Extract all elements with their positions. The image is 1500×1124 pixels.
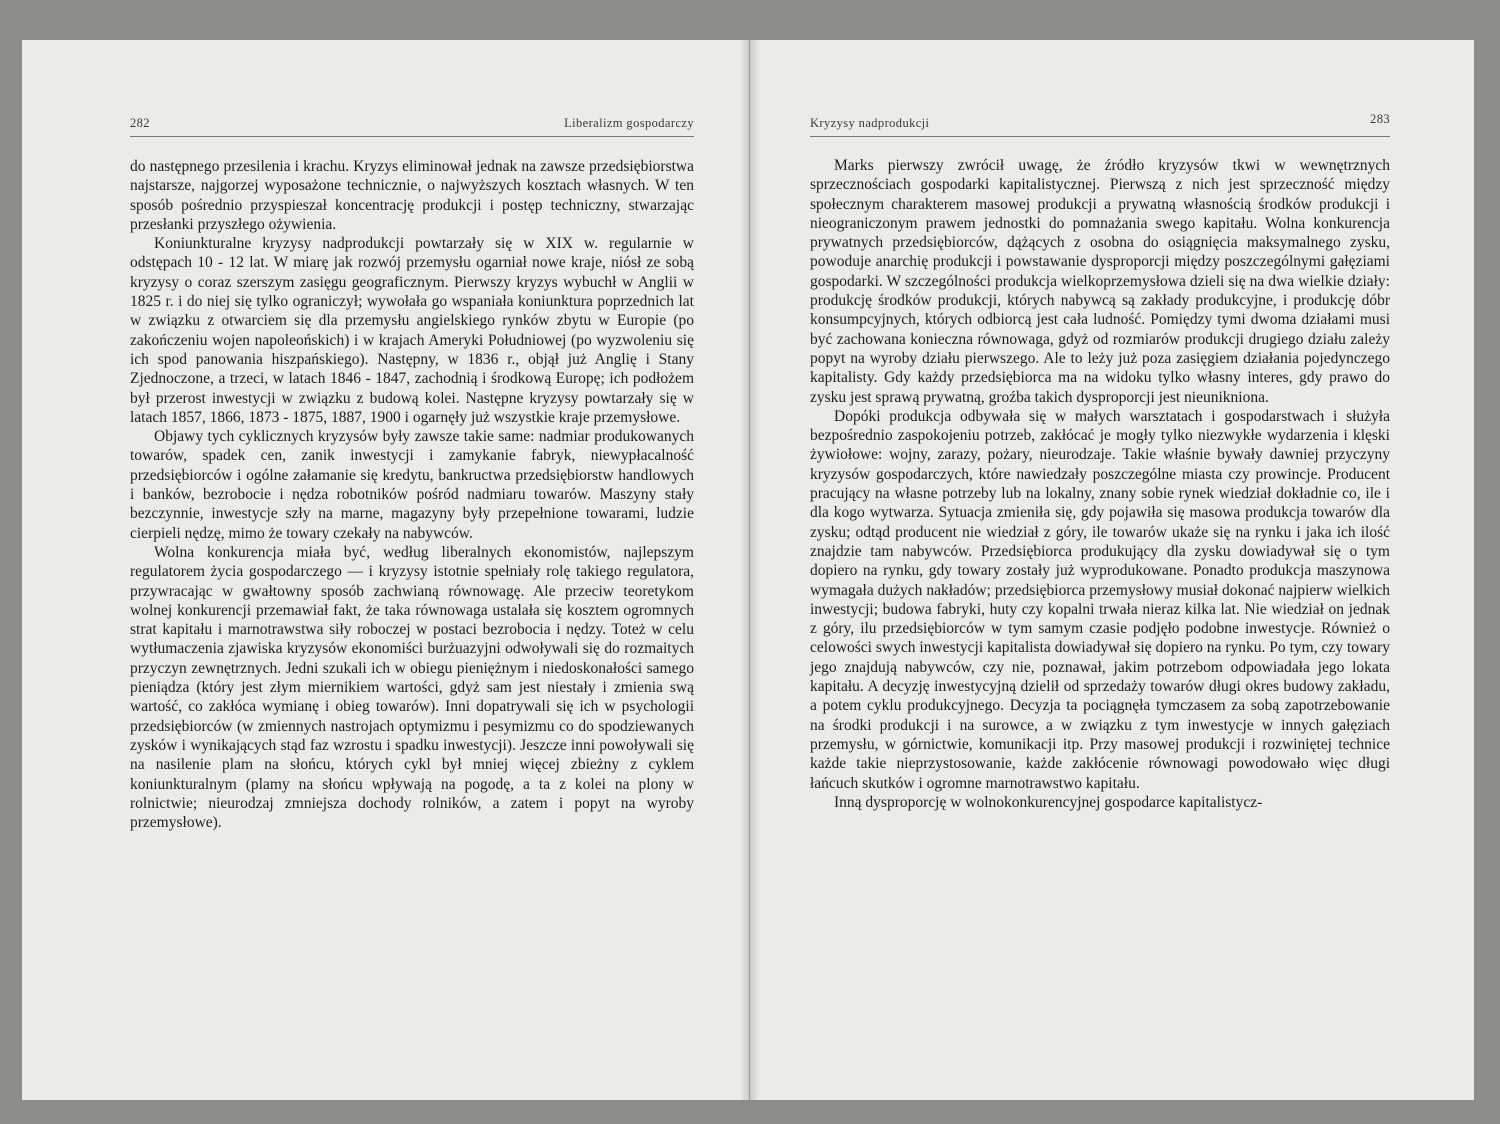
left-page (22, 40, 750, 1100)
paragraph: Dopóki produkcja odbywała się w małych warsztatach i gospodarstwach i służyła bezpośrednio zaspokojeniu potrzeb, zakłócać je mogły tylko niezwykłe wydarzenia i klęski żywiołowe: wojny, zarazy, pożary, nieurodzaje. Takie właśnie bywały dawniej przyczyny kryzysów gospodarczych, które nawiedzały poszczególne miasta czy prowincje. Producent pracujący na własne potrzeby lub na lokalny, znany sobie rynek wiedział dokładnie co, ile i dla kogo wytwarza. Sytuacja zmieniła się, gdy pojawiła się masowa produkcja towarów dla zysku; odtąd producent nie wiedział z góry, ile towarów ukaże się na rynku i jaka ich ilość znajdzie tam nabywców. Przedsiębiorca produkujący dla zysku dowiadywał się o tym dopiero na rynku, gdy towary zostały już wyprodukowane. Ponadto produkcja maszynowa wymagała dużych nakładów; przedsiębiorca przemysłowy musiał dokonać najpierw wielkich inwestycji; budowa fabryki, huty czy kopalni trwała nieraz kilka lat. Nie wiedział on jednak z góry, ilu przedsiębiorców w tym samym czasie podjęło podobne inwestycje. Również o celowości swych inwestycji kapitalista dowiadywał się dopiero na rynku. Po tym, czy towary jego znajdują nabywców, czy nie, poznawał, jakim potrzebom odpowiadała jego lokata kapitału. A decyzję inwestycyjną dzielił od sprzedaży towarów długi okres budowy zakładu, a potem cyklu produkcyjnego. Decyzja ta pociągnęła tymczasem za sobą zapotrzebowanie na środki produkcji i na surowce, a w związku z tym inwestycje w innych gałęziach przemysłu, w górnictwie, komunikacji itp. Przy masowej produkcji i rozwiniętej technice każde takie nieprzystosowanie, każde zakłócenie równowagi powodowało więc długi łańcuch skutków i ogromne marnotrawstwo kapitału. (810, 407, 1390, 792)
paragraph: Marks pierwszy zwrócił uwagę, że źródło kryzysów tkwi w wewnętrznych sprzecznościach gospodarki kapitalistycznej. Pierwszą z nich jest sprzeczność między społecznym charakterem masowej produkcji a prywatną własnością środków produkcji i nieograniczonym prawem jednostki do pomnażania swego kapitału. Wolna konkurencja prywatnych przedsiębiorców, dążących z osobna do osiągnięcia maksymalnego zysku, powoduje anarchię produkcji i powstawanie dysproporcji między poszczególnymi gałęziami gospodarki. W szczególności produkcja wielkoprzemysłowa dzieli się na dwa wielkie działy: produkcję środków produkcji, których nabywcą są zakłady produkcyjne, i produkcję dóbr konsumpcyjnych, których odbiorcą jest cała ludność. Pomiędzy tymi dwoma działami musi być zachowana konieczna równowaga, gdyż od rozmiarów produkcji drugiego działu zależy popyt na wyroby działu pierwszego. Ale to leży już poza zasięgiem działania pojedynczego kapitalisty. Gdy każdy przedsiębiorca ma na widoku tylko własny interes, gdy prawo do zysku jest sprawą prywatną, groźba takich dysproporcji jest nieunikniona. (810, 157, 1390, 406)
left-page-body (130, 157, 694, 832)
running-title: Kryzysy nadprodukcji (810, 116, 930, 130)
running-title: Liberalizm gospodarczy (564, 116, 694, 130)
paragraph: Koniunkturalne kryzysy nadprodukcji powtarzały się w XIX w. regularnie w odstępach 10 - 12 lat. W miarę jak rozwój przemysłu ogarniał nowe kraje, niósł ze sobą kryzysy o coraz szerszym zasięgu geograficznym. Pierwszy kryzys wybuchł w Anglii w 1825 r. i do niej się tylko ograniczył; wywołała go wspaniała koniunktura poprzednich lat w związku z otwarciem się dla przemysłu angielskiego rynków zbytu w Europie (po zakończeniu wojen napoleońskich) i w krajach Ameryki Południowej (po wyzwoleniu się ich spod panowania hiszpańskiego). Następny, w 1836 r., objął już Anglię i Stany Zjednoczone, a trzeci, w latach 1846 - 1847, zachodnią i środkową Europę; ich podłożem był przerost inwestycji w związku z budową kolei. Następne kryzysy powtarzały się w latach 1857, 1866, 1873 - 1875, 1887, 1900 i ogarnęły już wszystkie kraje przemysłowe. (130, 235, 694, 426)
paragraph: do następnego przesilenia i krachu. Kryzys eliminował jednak na zawsze przedsiębiorstwa najstarsze, najgorzej wyposażone technicznie, o najwyższych kosztach własnych. W ten sposób pośrednio przyspieszał koncentrację produkcji i postęp techniczny, stwarzając przesłanki przyszłego ożywienia. (130, 158, 694, 233)
paragraph: Objawy tych cyklicznych kryzysów były zawsze takie same: nadmiar produkowanych towarów, spadek cen, zanik inwestycji i zamykanie fabryk, niewypłacalność przedsiębiorców i ogólne załamanie się kredytu, bankructwa przedsiębiorstw handlowych i banków, bezrobocie i nędza robotników pośród nadmiaru towarów. Maszyny stały bezczynnie, inwestycje szły na marne, magazyny były przepełnione towarami, ludzie cierpieli nędzę, mimo że towary czekały na nabywców. (130, 428, 694, 542)
paragraph: Inną dysproporcję w wolnokonkurencyjnej gospodarce kapitalistycz- (834, 793, 1263, 811)
page-number: 282 (130, 116, 150, 130)
book-spread (22, 40, 1474, 1100)
right-page (750, 40, 1474, 1100)
paragraph: Wolna konkurencja miała być, według liberalnych ekonomistów, najlepszym regulatorem życia gospodarczego — i kryzysy istotnie spełniały rolę takiego regulatora, przywracając w gwałtowny sposób zachwianą równowagę. Ale przeciw teoretykom wolnej konkurencji przemawiał fakt, że taka równowaga ustalała się kosztem ogromnych strat kapitału i marnotrawstwa siły roboczej w postaci bezrobocia i nędzy. Toteż w celu wytłumaczenia zjawiska kryzysów ekonomiści burżuazyjni odwoływali się do rozmaitych przyczyn zewnętrznych. Jedni szukali ich w obiegu pieniężnym i niedoskonałości samego pieniądza (który jest złym miernikiem wartości, gdyż sam jest niestały i zmienia swą wartość, co zakłóca wymianę i obieg towarów). Inni dopatrywali się ich w psychologii przedsiębiorców (w zmiennych nastrojach optymizmu i pesymizmu co do spodziewanych zysków i wynikających stąd faz wzrostu i spadku inwestycji). Jeszcze inni powoływali się na nasilenie plam na słońcu, których cykl był mniej więcej zbieżny z cyklem koniunkturalnym (plamy na słońcu wpływają na pogodę, a ta z kolei na plony w rolnictwie; nieurodzaj zmniejsza dochody rolników, a zatem i popyt na wyroby przemysłowe). (130, 543, 694, 832)
page-number: 283 (1370, 112, 1390, 126)
right-page-body (810, 156, 1390, 812)
book-gutter (740, 40, 760, 1100)
right-page-header (810, 112, 1390, 137)
left-page-header (130, 116, 694, 137)
